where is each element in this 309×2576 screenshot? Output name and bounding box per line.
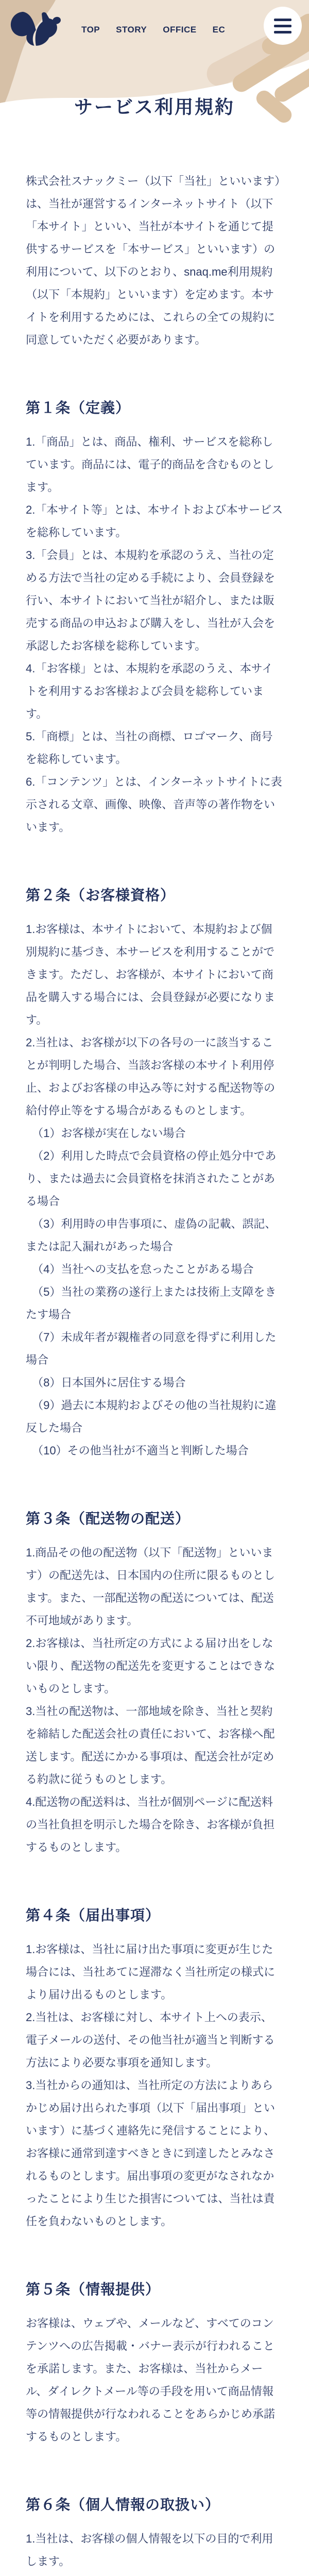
hero-header bbox=[0, 0, 309, 160]
section-paragraph: （4）当社への支払を怠ったことがある場合 bbox=[32, 1263, 254, 1276]
section-paragraph: 1.お客様は、本サイトにおいて、本規約および個別規約に基づき、本サービスを利用することができます。ただし、お客様が、本サイトにおいて商品を購入する場合には、会員登録が必要になります。 bbox=[26, 923, 276, 1026]
section-paragraph: 4.「お客様」とは、本規約を承認のうえ、本サイトを利用するお客様および会員を総称しています。 bbox=[26, 662, 273, 720]
terms-section bbox=[26, 2278, 283, 2448]
section-paragraph: （7）未成年者が親権者の同意を得ずに利用した場合 bbox=[26, 1331, 277, 1366]
section-paragraph: 2.「本サイト等」とは、本サイトおよび本サービスを総称しています。 bbox=[26, 503, 283, 539]
page-title: サービス利用規約 bbox=[74, 96, 235, 117]
section-paragraph bbox=[26, 2573, 283, 2576]
section-paragraph: 5.「商標」とは、当社の商標、ロゴマーク、商号を総称しています。 bbox=[26, 730, 273, 766]
section-heading: 第６条（個人情報の取扱い） bbox=[26, 2497, 220, 2513]
section-heading: 第２条（お客様資格） bbox=[26, 887, 176, 903]
section-paragraph: （5）当社の業務の遂行上または技術上支障をきたす場合 bbox=[26, 1285, 277, 1321]
section-paragraph: お客様は、ウェブや、メールなど、すべてのコンテンツへの広告掲載・バナー表示が行われることを承諾します。また、お客様は、当社からメール、ダイレクトメール等の手段を用いて商品情報等の情報提供が行なわれることをあらかじめ承諾するものとします。 bbox=[26, 2317, 276, 2443]
section-paragraph: （1）お客様が実在しない場合 bbox=[32, 1127, 186, 1140]
section-paragraph: 3.「会員」とは、本規約を承認のうえ、当社の定める方法で当社の定める手続により、会員登録を行い、本サイトにおいて当社が紹介し、または販売する商品の申込および購入をし、当社が入会を承認したお客様を総称しています。 bbox=[26, 549, 276, 652]
terms-section bbox=[26, 1507, 283, 1859]
nav-item-top[interactable]: TOP bbox=[81, 25, 100, 35]
section-paragraph: 2.当社は、お客様に対し、本サイト上への表示、電子メールの送付、その他当社が適当と判断する方法により必要な事項を通知します。 bbox=[26, 2011, 275, 2069]
squirrel-logo[interactable] bbox=[8, 9, 63, 47]
nav-item-ec[interactable]: EC bbox=[212, 25, 226, 35]
sections bbox=[26, 397, 283, 2576]
terms-content bbox=[0, 160, 309, 2576]
section-paragraph: 3.当社の配送物は、一部地域を除き、当社と契約を締結した配送会社の責任において、お客様へ配送します。配送にかかる事項は、配送会社が定める約款に従うものとします。 bbox=[26, 1705, 275, 1786]
section-paragraph: 1.お客様は、当社に届け出た事項に変更が生じた場合には、当社あてに遅滞なく当社所定の様式により届け出るものとします。 bbox=[26, 1943, 276, 2001]
section-heading: 第５条（情報提供） bbox=[26, 2281, 161, 2297]
section-heading: 第４条（届出事項） bbox=[26, 1907, 161, 1923]
section-paragraph: 1.「商品」とは、商品、権利、サービスを総称しています。商品には、電子的商品を含むものとします。 bbox=[26, 435, 274, 494]
terms-section bbox=[26, 884, 283, 1462]
section-heading: 第３条（配送物の配送） bbox=[26, 1511, 191, 1527]
section-paragraph: （9）過去に本規約およびその他の当社規約に違反した場合 bbox=[26, 1399, 277, 1434]
section-paragraph: 1.当社は、お客様の個人情報を以下の目的で利用します。 bbox=[26, 2532, 273, 2568]
top-navigation-bar bbox=[0, 0, 309, 57]
nav-item-story[interactable]: STORY bbox=[116, 25, 147, 35]
section-paragraph: 2.お客様は、当社所定の方式による届け出をしない限り、配送物の配送先を変更することはできないものとします。 bbox=[26, 1637, 276, 1695]
section-paragraph: 1.商品その他の配送物（以下「配送物」といいます）の配送先は、日本国内の住所に限るものとします。また、一部配送物の配送については、配送不可地域があります。 bbox=[26, 1546, 276, 1627]
section-paragraph: （10）その他当社が不適当と判断した場合 bbox=[32, 1444, 249, 1457]
section-paragraph: （8）日本国外に居住する場合 bbox=[32, 1376, 186, 1389]
terms-section bbox=[26, 2494, 283, 2576]
section-heading: 第１条（定義） bbox=[26, 400, 131, 416]
section-paragraph: 2.当社は、お客様が以下の各号の一に該当することが判明した場合、当該お客様の本サイト利用停止、およびお客様の申込み等に対する配送物等の給付停止等をする場合があるものとします。 bbox=[26, 1036, 276, 1117]
terms-section bbox=[26, 397, 283, 839]
section-paragraph: （2）利用した時点で会員資格の停止処分中であり、または過去に会員資格を抹消されたことがある場合 bbox=[26, 1149, 277, 1208]
hamburger-menu-icon bbox=[274, 19, 291, 21]
section-paragraph: 3.当社からの通知は、当社所定の方法によりあらかじめ届け出られた事項（以下「届出事項」といいます）に基づく連絡先に発信することにより、お客様に通常到達すべきときに到達したとみなされるものとします。届出事項の変更がなされなかったことにより生じた損害については、当社は責任を負わないものとします。 bbox=[26, 2079, 276, 2228]
section-paragraph: 4.配送物の配送料は、当社が個別ページに配送料の当社負担を明示した場合を除き、お客様が負担するものとします。 bbox=[26, 1795, 275, 1854]
main-nav bbox=[81, 25, 225, 35]
nav-item-office[interactable]: OFFICE bbox=[163, 25, 197, 35]
terms-section bbox=[26, 1904, 283, 2233]
terms-intro: 株式会社スナックミー（以下「当社」といいます）は、当社が運営するインターネットサイト（以下「本サイト」といい、当社が本サイトを通じて提供するサービスを「本サービス」といいます）の利用について、以下のとおり、snaq.me利用規約（以下「本規約」といいます）を定めます。本サイトを利用するためには、これらの全ての規約に同意していただく必要があります。 bbox=[26, 175, 281, 346]
hamburger-menu-button[interactable] bbox=[264, 7, 302, 45]
section-paragraph: 6.「コンテンツ」とは、インターネットサイトに表示される文章、画像、映像、音声等の著作物をいいます。 bbox=[26, 775, 282, 834]
section-paragraph: （3）利用時の申告事項に、虚偽の記載、誤記、または記入漏れがあった場合 bbox=[26, 1217, 277, 1253]
